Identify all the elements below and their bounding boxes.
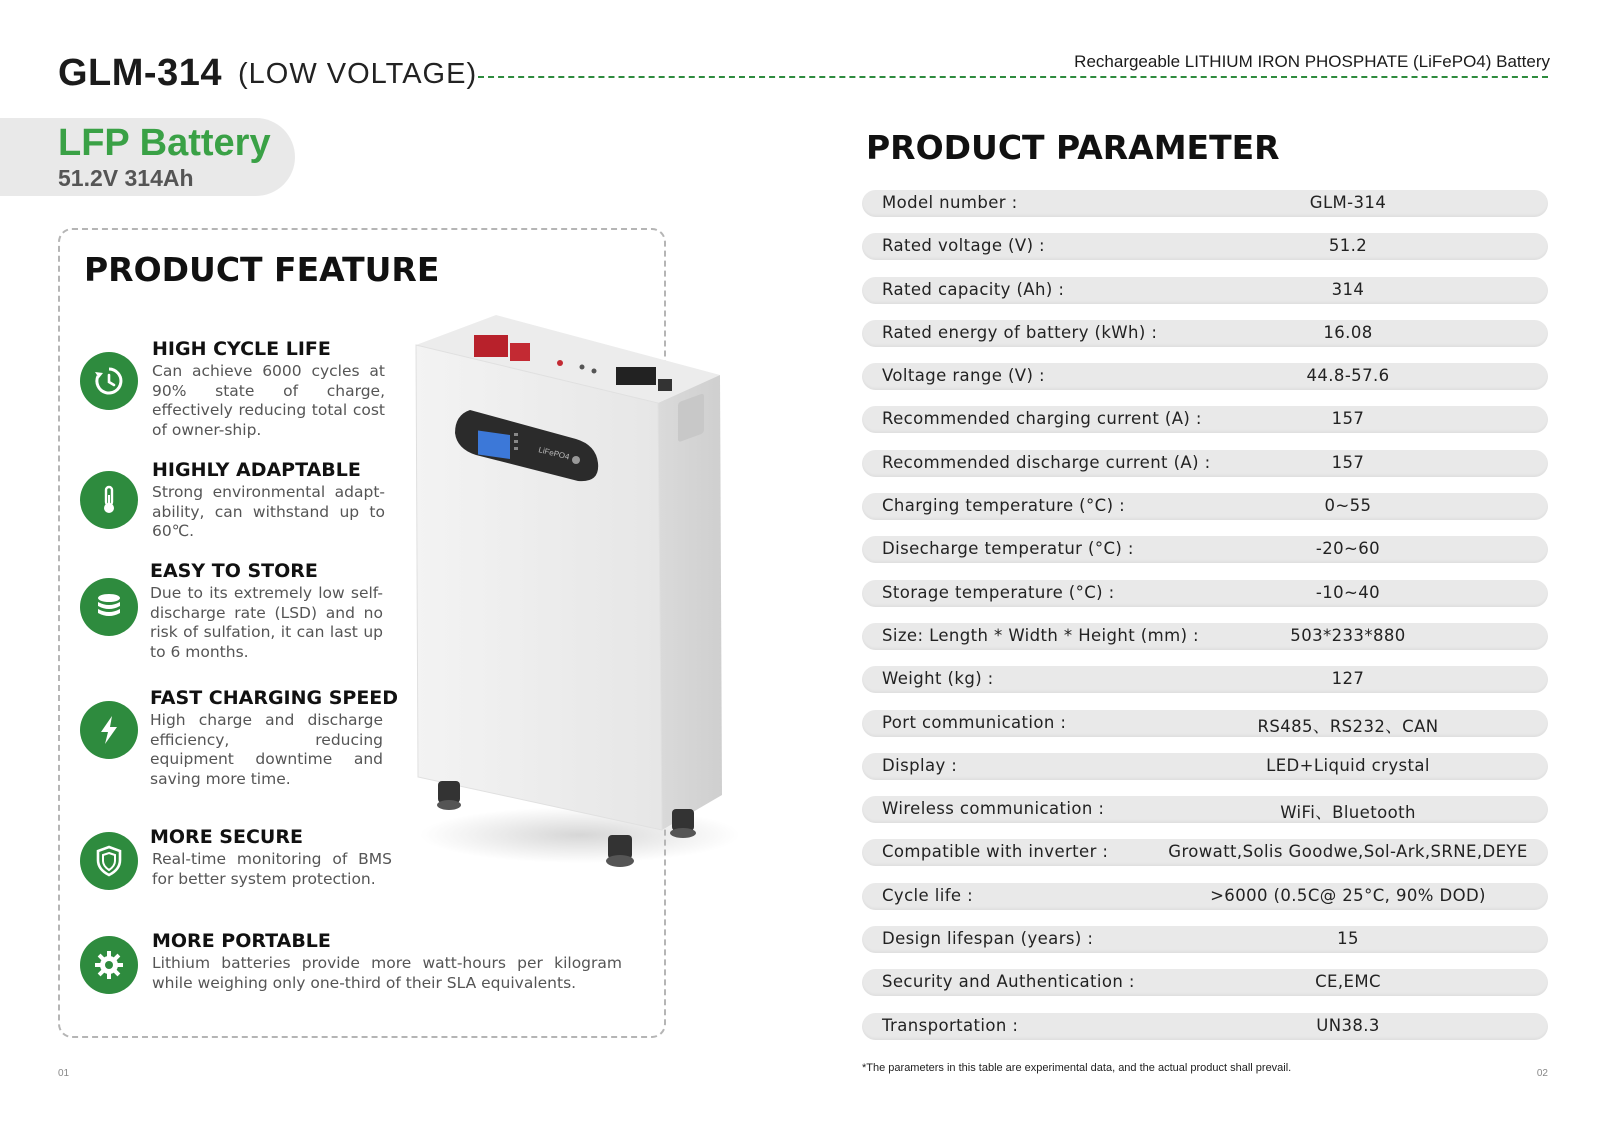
feature-title: MORE PORTABLE — [152, 930, 331, 952]
parameter-label: Rated capacity (Ah) : — [882, 279, 1065, 299]
parameter-row — [862, 926, 1548, 953]
lfp-spec: 51.2V 314Ah — [58, 165, 194, 191]
parameter-value: 0~55 — [1324, 496, 1372, 516]
parameter-value: 16.08 — [1323, 322, 1373, 342]
parameter-row — [862, 536, 1548, 563]
header-dashed-line — [478, 76, 1548, 78]
cycle-icon — [80, 352, 138, 410]
feature-title: HIGH CYCLE LIFE — [152, 338, 331, 360]
feature-description: Real-time monitoring of BMS for better system protection. — [152, 850, 392, 888]
parameter-value: 503*233*880 — [1290, 625, 1406, 645]
feature-title: HIGHLY ADAPTABLE — [152, 459, 361, 481]
feature-item — [80, 459, 390, 549]
feature-item — [80, 930, 640, 1000]
lightning-icon — [80, 701, 138, 759]
parameter-label: Rated voltage (V) : — [882, 236, 1046, 256]
parameter-value: 314 — [1331, 279, 1365, 299]
parameter-value: UN38.3 — [1316, 1015, 1380, 1035]
feature-description: Due to its extremely low self-discharge rate (LSD) and no risk of sulfation, it can last up to 6 months. — [150, 584, 383, 661]
parameter-label: Compatible with inverter : — [882, 842, 1109, 862]
parameter-label: Voltage range (V) : — [882, 366, 1045, 386]
parameter-row — [862, 320, 1548, 347]
shield-icon — [80, 832, 138, 890]
feature-description: Can achieve 6000 cycles at 90% state of charge, effectively reducing total cost of owner-ship. — [152, 362, 385, 439]
gear-icon — [80, 936, 138, 994]
feature-title: EASY TO STORE — [150, 560, 318, 582]
model-subtitle: (LOW VOLTAGE) — [238, 58, 478, 90]
parameter-value: 15 — [1337, 929, 1359, 949]
parameter-label: Recommended charging current (A) : — [882, 409, 1202, 429]
parameter-row — [862, 753, 1548, 780]
parameter-label: Charging temperature (°C) : — [882, 496, 1126, 516]
feature-description: Strong environmental adapt-ability, can withstand up to 60℃. — [152, 483, 385, 540]
parameter-row — [862, 1013, 1548, 1040]
parameter-value: 127 — [1331, 669, 1365, 689]
parameter-label: Transportation : — [882, 1015, 1019, 1035]
battery-image — [410, 315, 750, 895]
parameter-label: Cycle life : — [882, 885, 974, 905]
parameter-row — [862, 796, 1548, 823]
parameter-value: >6000 (0.5C@ 25°C, 90% DOD) — [1210, 885, 1486, 905]
footnote: *The parameters in this table are experimental data, and the actual product shall prevail. — [862, 1062, 1292, 1074]
parameter-value: Growatt,Solis Goodwe,Sol-Ark,SRNE,DEYE — [1168, 842, 1528, 862]
parameter-row — [862, 623, 1548, 650]
lfp-title: LFP Battery — [58, 122, 271, 164]
parameter-row — [862, 190, 1548, 217]
parameter-row — [862, 233, 1548, 260]
parameter-label: Weight (kg) : — [882, 669, 994, 689]
parameter-value: 157 — [1331, 409, 1365, 429]
parameter-value: WiFi、Bluetooth — [1280, 803, 1416, 823]
page-number-left: 01 — [58, 1068, 70, 1079]
parameter-label: Storage temperature (°C) : — [882, 582, 1115, 602]
parameter-value: CE,EMC — [1315, 972, 1381, 992]
parameter-row — [862, 406, 1548, 433]
parameter-value: GLM-314 — [1309, 193, 1387, 212]
battery-screen-label: LiFePO4 — [537, 445, 571, 462]
parameter-row — [862, 493, 1548, 520]
parameter-label: Design lifespan (years) : — [882, 929, 1094, 949]
page-number-right: 02 — [1536, 1068, 1548, 1079]
feature-item — [80, 826, 390, 896]
parameter-value: -20~60 — [1315, 539, 1381, 559]
parameter-label: Model number : — [882, 193, 1018, 212]
parameter-row — [862, 883, 1548, 910]
feature-title: FAST CHARGING SPEED — [150, 687, 399, 709]
parameter-label: Recommended discharge current (A) : — [882, 452, 1211, 472]
database-icon — [80, 578, 138, 636]
feature-heading: PRODUCT FEATURE — [84, 250, 440, 289]
parameter-label: Port communication : — [882, 712, 1067, 732]
parameter-row — [862, 839, 1548, 866]
parameter-label: Disecharge temperatur (°C) : — [882, 539, 1134, 559]
parameter-row — [862, 363, 1548, 390]
parameter-label: Size: Length * Width * Height (mm) : — [882, 625, 1200, 645]
parameter-row — [862, 277, 1548, 304]
feature-title: MORE SECURE — [150, 826, 303, 848]
parameter-heading: PRODUCT PARAMETER — [866, 128, 1280, 167]
parameter-value: RS485、RS232、CAN — [1257, 716, 1439, 736]
parameter-value: 51.2 — [1328, 236, 1368, 256]
feature-item — [80, 560, 390, 660]
feature-item — [80, 338, 390, 438]
feature-description: Lithium batteries provide more watt-hours per kilogram while weighing only one-third of their SLA equivalents. — [152, 954, 622, 992]
parameter-label: Display : — [882, 755, 958, 775]
header-product-type: Rechargeable LITHIUM IRON PHOSPHATE (LiFePO4) Battery — [1068, 52, 1550, 72]
parameter-value: 44.8-57.6 — [1306, 366, 1390, 386]
parameter-value: LED+Liquid crystal — [1266, 755, 1430, 775]
thermometer-icon — [80, 471, 138, 529]
parameter-row — [862, 666, 1548, 693]
feature-item — [80, 687, 399, 788]
parameter-row — [862, 710, 1548, 737]
parameter-value: 157 — [1331, 452, 1365, 472]
parameter-label: Security and Authentication : — [882, 972, 1135, 992]
parameter-value: -10~40 — [1315, 582, 1381, 602]
parameter-row — [862, 580, 1548, 607]
parameter-table — [862, 190, 1548, 1056]
parameter-label: Wireless communication : — [882, 799, 1105, 819]
parameter-label: Rated energy of battery (kWh) : — [882, 322, 1158, 342]
model-title: GLM-314 — [58, 52, 222, 94]
parameter-row — [862, 450, 1548, 477]
parameter-row — [862, 969, 1548, 996]
feature-description: High charge and discharge efficiency, reducing equipment downtime and saving more time. — [150, 711, 383, 788]
